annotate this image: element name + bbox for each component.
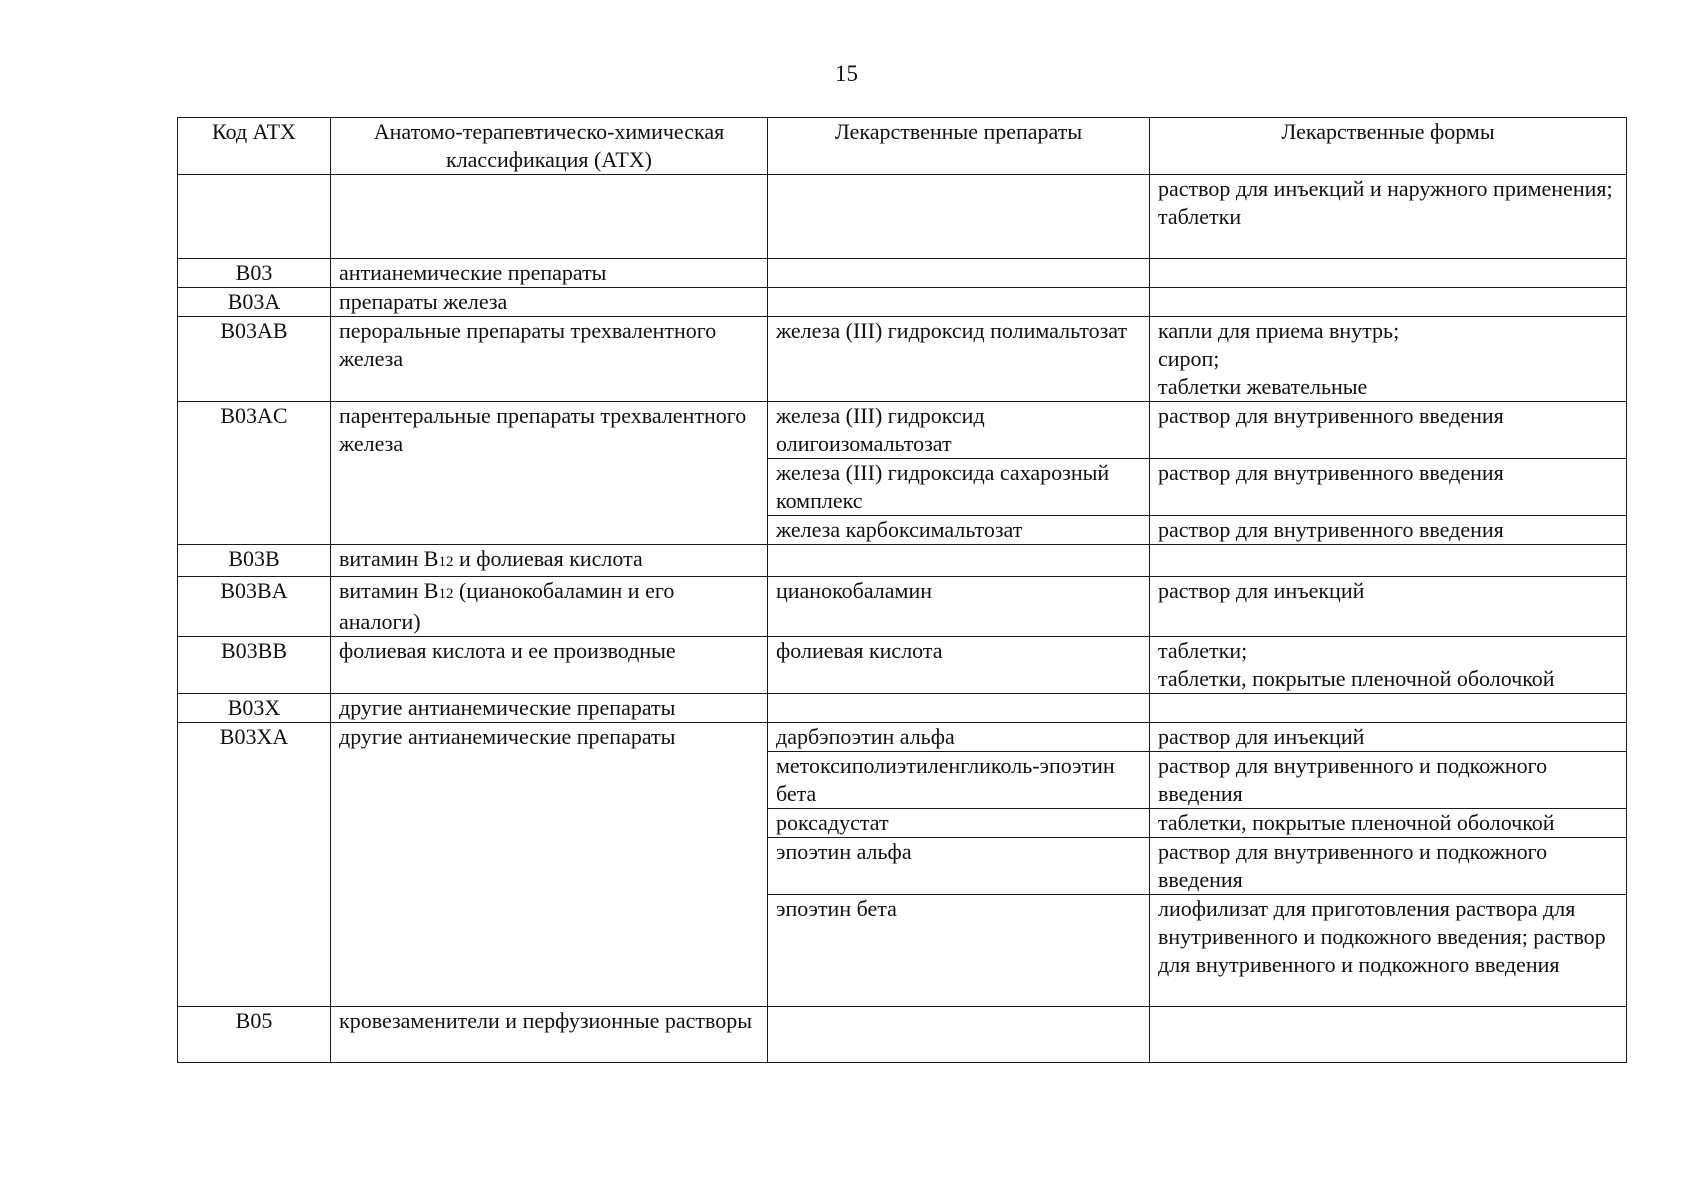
atx-table: [177, 117, 1627, 1063]
row-form: [1150, 694, 1627, 723]
subscript-12: 12: [438, 586, 454, 602]
row-code: B03X: [178, 694, 331, 723]
row-classification: [331, 175, 768, 259]
row-form: капли для приема внутрь; сироп; таблетки жевательные: [1150, 317, 1627, 402]
table-row: [178, 723, 1627, 752]
table-row: [178, 1007, 1627, 1063]
row-code: B03BB: [178, 637, 331, 694]
row-classification: кровезаменители и перфузионные растворы: [331, 1007, 768, 1063]
row-drug: эпоэтин альфа: [768, 838, 1150, 895]
classification-text: (цианокобаламин и его аналоги): [339, 578, 675, 634]
row-classification: фолиевая кислота и ее производные: [331, 637, 768, 694]
table-row: [178, 259, 1627, 288]
classification-text: витамин В: [339, 546, 439, 571]
subscript-12: 12: [438, 554, 454, 570]
row-drug: фолиевая кислота: [768, 637, 1150, 694]
row-form: [1150, 1007, 1627, 1063]
row-classification: [331, 545, 768, 577]
row-drug: железа (III) гидроксида сахарозный комплекс: [768, 459, 1150, 516]
row-drug: железа (III) гидроксид олигоизомальтозат: [768, 402, 1150, 459]
classification-text: и фолиевая кислота: [453, 546, 643, 571]
row-form: [1150, 288, 1627, 317]
row-code: B03BA: [178, 577, 331, 637]
row-form: раствор для внутривенного введения: [1150, 516, 1627, 545]
row-form: раствор для инъекций: [1150, 577, 1627, 637]
row-code: B05: [178, 1007, 331, 1063]
table-row: [178, 637, 1627, 694]
row-drug: железа карбоксимальтозат: [768, 516, 1150, 545]
table-row: [178, 577, 1627, 637]
row-form: [1150, 545, 1627, 577]
row-form: лиофилизат для приготовления раствора для внутривенного и подкожного введения; раствор для внутривенного и подкожного введения: [1150, 895, 1627, 1007]
row-form: таблетки; таблетки, покрытые пленочной оболочкой: [1150, 637, 1627, 694]
classification-text: витамин В: [339, 578, 439, 603]
header-forms: Лекарственные формы: [1150, 118, 1627, 175]
row-code: B03: [178, 259, 331, 288]
row-classification: другие антианемические препараты: [331, 723, 768, 1007]
row-code: B03A: [178, 288, 331, 317]
row-drug: [768, 259, 1150, 288]
row-classification: другие антианемические препараты: [331, 694, 768, 723]
table-header-row: [178, 118, 1627, 175]
row-code: B03AC: [178, 402, 331, 545]
header-classification: Анатомо-терапевтическо-химическая классификация (АТХ): [331, 118, 768, 175]
table-row: [178, 402, 1627, 459]
row-form: раствор для инъекций: [1150, 723, 1627, 752]
row-drug: [768, 694, 1150, 723]
row-drug: [768, 288, 1150, 317]
page-number: 15: [835, 61, 858, 86]
row-drug: [768, 545, 1150, 577]
table-row: [178, 694, 1627, 723]
row-drug: цианокобаламин: [768, 577, 1150, 637]
table-row: [178, 175, 1627, 259]
row-code: B03XA: [178, 723, 331, 1007]
row-form: [1150, 259, 1627, 288]
row-form: таблетки, покрытые пленочной оболочкой: [1150, 809, 1627, 838]
row-code: [178, 175, 331, 259]
row-form: раствор для внутривенного и подкожного введения: [1150, 752, 1627, 809]
table-row: [178, 317, 1627, 402]
row-form: раствор для внутривенного введения: [1150, 459, 1627, 516]
row-classification: пероральные препараты трехвалентного железа: [331, 317, 768, 402]
row-form: раствор для внутривенного введения: [1150, 402, 1627, 459]
row-form: раствор для инъекций и наружного применения; таблетки: [1150, 175, 1627, 259]
row-drug: дарбэпоэтин альфа: [768, 723, 1150, 752]
header-code: Код АТХ: [178, 118, 331, 175]
row-code: B03B: [178, 545, 331, 577]
row-classification: препараты железа: [331, 288, 768, 317]
row-drug: железа (III) гидроксид полимальтозат: [768, 317, 1150, 402]
row-drug: [768, 175, 1150, 259]
row-drug: эпоэтин бета: [768, 895, 1150, 1007]
row-drug: роксадустат: [768, 809, 1150, 838]
row-classification: парентеральные препараты трехвалентного железа: [331, 402, 768, 545]
row-classification: [331, 577, 768, 637]
table-row: [178, 288, 1627, 317]
row-classification: антианемические препараты: [331, 259, 768, 288]
row-drug: [768, 1007, 1150, 1063]
table-row: [178, 545, 1627, 577]
row-form: раствор для внутривенного и подкожного введения: [1150, 838, 1627, 895]
row-drug: метоксиполиэтиленгликоль-эпоэтин бета: [768, 752, 1150, 809]
header-drugs: Лекарственные препараты: [768, 118, 1150, 175]
row-code: B03AB: [178, 317, 331, 402]
